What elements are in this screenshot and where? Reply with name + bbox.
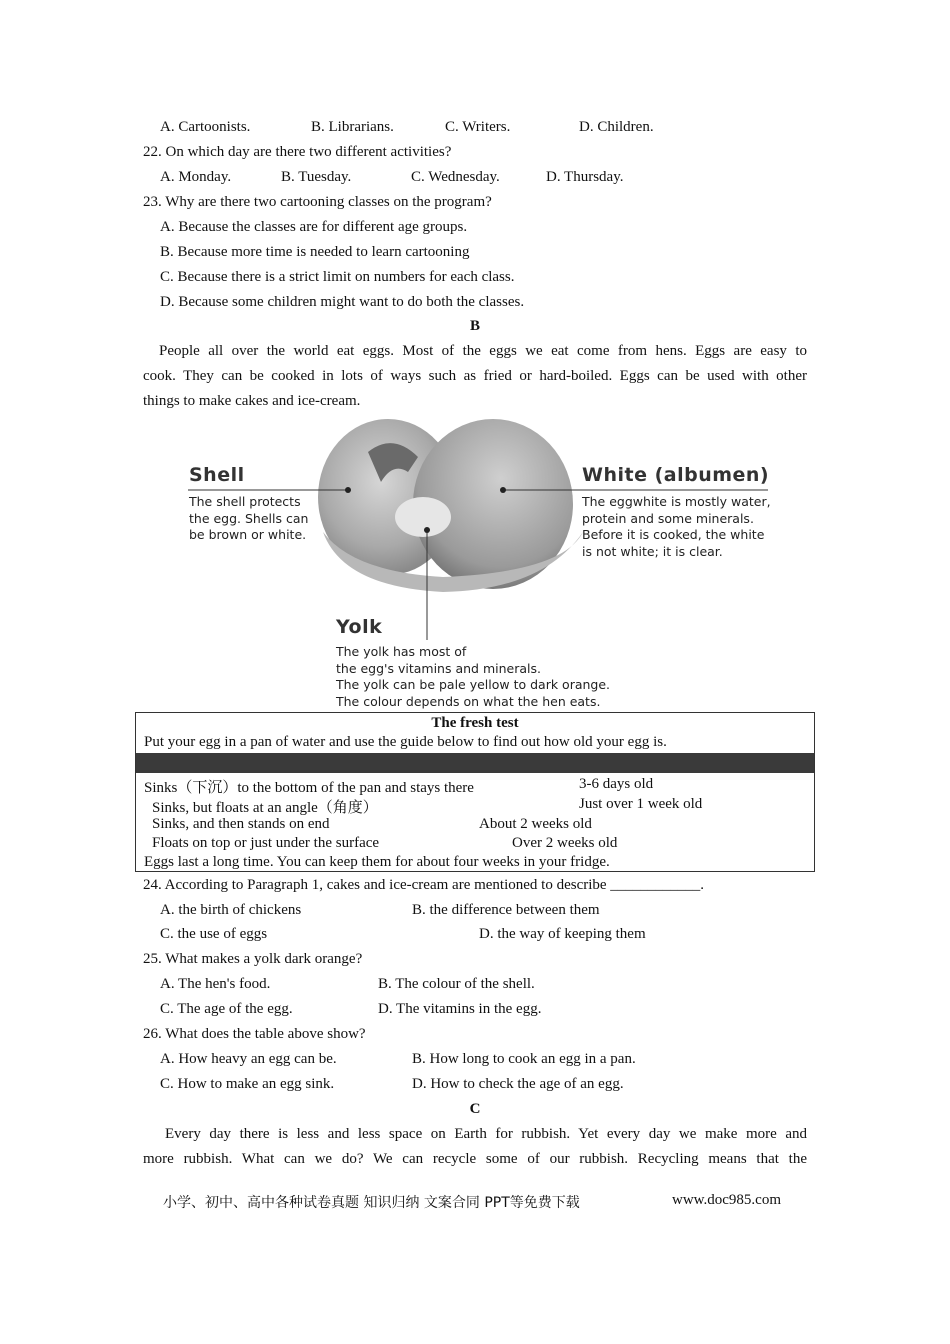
shell-title: Shell: [189, 464, 245, 486]
q24-option-c: C. the use of eggs: [160, 926, 268, 942]
egg-yolk-highlight: [395, 497, 451, 537]
white-pointer-dot: [500, 487, 506, 493]
fresh-test-table: [135, 712, 815, 872]
q26-option-d: D. How to check the age of an egg.: [412, 1076, 624, 1092]
row-2-condition: Sinks, but floats at an angle（角度）: [152, 800, 378, 816]
row-4-condition: Floats on top or just under the surface: [152, 835, 380, 851]
white-title: White (albumen): [582, 464, 770, 486]
q24-option-a: A. the birth of chickens: [160, 902, 302, 918]
section-c-paragraph: [143, 1122, 807, 1172]
q22-option-b: B. Tuesday.: [281, 169, 352, 185]
shell-line-2: the egg. Shells can: [189, 510, 309, 526]
q22-option-d: D. Thursday.: [546, 169, 624, 185]
q25-option-c: C. The age of the egg.: [160, 1001, 293, 1017]
q22-question: 22. On which day are there two different activities?: [143, 144, 452, 160]
white-line-3: Before it is cooked, the white: [582, 527, 765, 542]
q23-option-b: B. Because more time is needed to learn cartooning: [160, 244, 470, 260]
fresh-test-title: The fresh test: [431, 715, 519, 731]
row-1-age: 3-6 days old: [579, 776, 654, 792]
yolk-line-3: The yolk can be pale yellow to dark orange.: [336, 677, 611, 692]
section-b-line-3: things to make cakes and ice-cream.: [143, 393, 361, 409]
section-b-line-1: People all over the world eat eggs. Most of the eggs we eat come from hens. Eggs are easy to: [159, 343, 807, 359]
yolk-title: Yolk: [336, 616, 383, 638]
yolk-line-1: The yolk has most of: [336, 644, 467, 659]
q25-option-d: D. The vitamins in the egg.: [378, 1001, 542, 1017]
footer-url[interactable]: www.doc985.com: [672, 1192, 782, 1208]
fresh-test-intro: Put your egg in a pan of water and use the guide below to find out how old your egg is.: [144, 734, 667, 750]
section-b-line-2: cook. They can be cooked in lots of ways such as fried or hard-boiled. Eggs can be used with other: [143, 368, 807, 384]
row-3-age: About 2 weeks old: [479, 816, 592, 832]
section-c-line-1: Every day there is less and less space on Earth for rubbish. Yet every day we make more and: [165, 1126, 807, 1142]
q26-option-a: A. How heavy an egg can be.: [160, 1051, 337, 1067]
q23-option-c: C. Because there is a strict limit on numbers for each class.: [160, 269, 515, 285]
q21-option-c: C. Writers.: [445, 119, 511, 135]
q21-option-b: B. Librarians.: [311, 119, 394, 135]
yolk-description: [336, 644, 610, 710]
white-description: [582, 494, 771, 560]
table-header-band: [136, 753, 814, 773]
q26-option-b: B. How long to cook an egg in a pan.: [412, 1051, 636, 1067]
q24-question: 24. According to Paragraph 1, cakes and ice-cream are mentioned to describe ____________.: [143, 877, 705, 893]
section-c-heading: C: [469, 1101, 481, 1117]
q23-option-d: D. Because some children might want to do both the classes.: [160, 294, 525, 310]
q24-option-b: B. the difference between them: [412, 902, 600, 918]
shell-line-3: be brown or white.: [189, 527, 307, 542]
white-line-4: is not white; it is clear.: [582, 543, 723, 559]
q22-option-c: C. Wednesday.: [411, 169, 500, 185]
section-b-paragraph: [143, 339, 807, 414]
footer-text: 小学、初中、高中各种试卷真题 知识归纳 文案合同 PPT等免费下载: [163, 1195, 580, 1211]
fresh-test-note: Eggs last a long time. You can keep them for about four weeks in your fridge.: [144, 854, 610, 870]
section-b-heading: B: [469, 318, 480, 334]
row-3-condition: Sinks, and then stands on end: [152, 816, 330, 832]
shell-description: [189, 494, 308, 544]
q26-question: 26. What does the table above show?: [143, 1026, 366, 1042]
q25-question: 25. What makes a yolk dark orange?: [143, 951, 363, 967]
q21-option-a: A. Cartoonists.: [160, 119, 251, 135]
row-2-age: Just over 1 week old: [579, 796, 703, 812]
q23-option-a: A. Because the classes are for different age groups.: [160, 219, 468, 235]
q24-option-d: D. the way of keeping them: [479, 926, 646, 942]
q21-option-d: D. Children.: [579, 119, 654, 135]
section-c-line-2: more rubbish. What can we do? We can recycle some of our rubbish. Recycling means that the: [143, 1151, 807, 1167]
q23-question: 23. Why are there two cartooning classes on the program?: [143, 194, 492, 210]
egg-diagram: [143, 412, 807, 712]
q25-option-a: A. The hen's food.: [160, 976, 271, 992]
white-line-2: protein and some minerals.: [582, 510, 754, 526]
yolk-pointer-dot: [424, 527, 430, 533]
yolk-line-2: the egg's vitamins and minerals.: [336, 660, 541, 676]
shell-line-1: The shell protects: [189, 494, 301, 509]
row-4-age: Over 2 weeks old: [512, 835, 618, 851]
q25-option-b: B. The colour of the shell.: [378, 976, 535, 992]
white-line-1: The eggwhite is mostly water,: [582, 494, 771, 509]
q26-option-c: C. How to make an egg sink.: [160, 1076, 335, 1092]
shell-pointer-dot: [345, 487, 351, 493]
q22-option-a: A. Monday.: [160, 169, 232, 185]
row-1-condition: Sinks（下沉）to the bottom of the pan and stays there: [144, 780, 474, 796]
yolk-line-4: The colour depends on what the hen eats.: [336, 693, 601, 709]
